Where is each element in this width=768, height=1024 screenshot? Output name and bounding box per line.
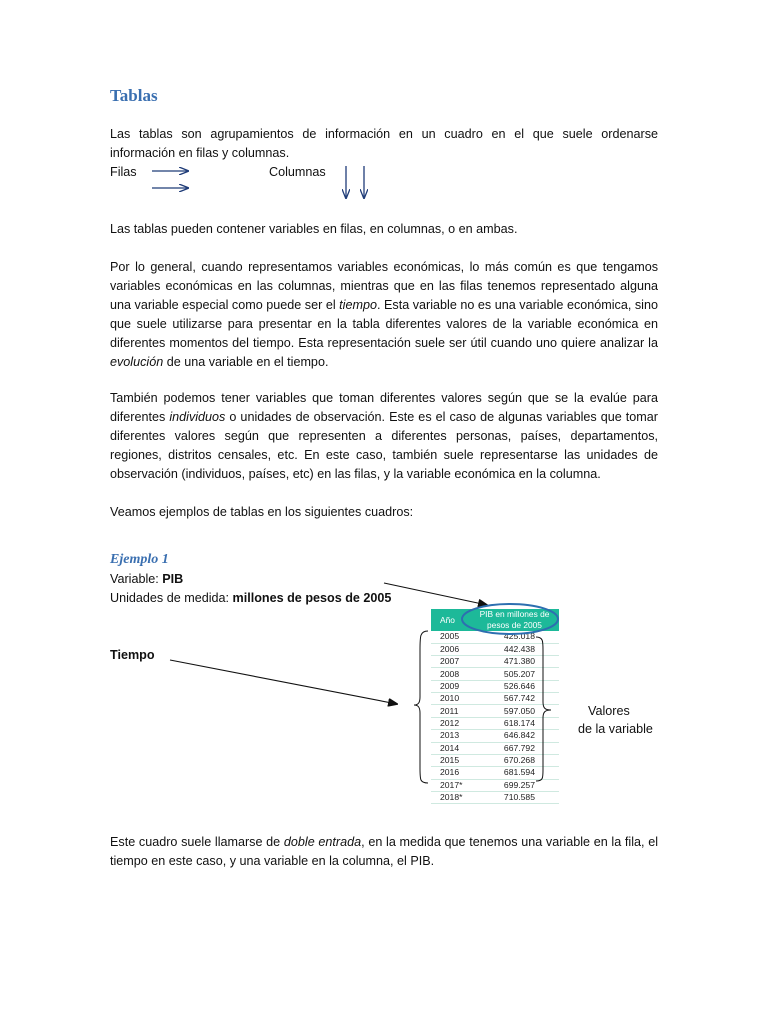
table-row: 2015 670.268 [431, 754, 559, 766]
paragraph-ejemplos: Veamos ejemplos de tablas en los siguientes cuadros: [110, 505, 414, 519]
table-row: 2018* 710.585 [431, 791, 559, 803]
column-highlight-ellipse [462, 604, 558, 634]
columnas-label: Columnas [269, 165, 326, 179]
years-bracket-icon [414, 631, 428, 783]
table-row: 2011 597.050 [431, 705, 559, 717]
table-row: 2012 618.174 [431, 717, 559, 729]
values-bracket-icon [536, 637, 551, 781]
filas-label: Filas [110, 165, 137, 179]
filas-arrows-icon [152, 171, 188, 188]
table-header-value: PIB en millones de pesos de 2005 [470, 609, 559, 631]
table-row: 2017* 699.257 [431, 779, 559, 791]
paragraph-variables: Las tablas pueden contener variables en filas, en columnas, o en ambas. [110, 222, 518, 236]
table-row: 2007 471.380 [431, 656, 559, 668]
ejemplo-heading: Ejemplo 1 [110, 552, 169, 567]
closing-paragraph: Este cuadro suele llamarse de doble entrada, en la medida que tenemos una variable en la fila, el tiempo en este caso, y una variable en la columna, el PIB. [110, 835, 659, 868]
table-header-year: Año [431, 609, 470, 631]
valores-label-line1: Valores [588, 704, 630, 718]
table-row: 2010 567.742 [431, 693, 559, 705]
table-row: 2013 646.842 [431, 730, 559, 742]
table-row: 2014 667.792 [431, 742, 559, 754]
table-row: 2006 442.438 [431, 643, 559, 655]
table-row: 2005 425.018 [431, 631, 559, 643]
unidades-line: Unidades de medida: millones de pesos de 2005 [110, 591, 392, 605]
table-row: 2009 526.646 [431, 680, 559, 692]
unidades-arrow-icon [384, 583, 487, 605]
variable-line: Variable: PIB [110, 572, 184, 586]
tiempo-label: Tiempo [110, 648, 155, 662]
page-title: Tablas [110, 86, 158, 105]
table-row: 2016 681.594 [431, 767, 559, 779]
paragraph-individuos: También podemos tener variables que toman diferentes valores según que se la evalúe para diferentes individuos o unidades de observación. Este es el caso de algunas variables que tomar diferentes valores según que representen a diferentes personas, países, departamentos, regiones, distritos censales, etc. En este caso, también suele representarse las unidades de observación (individuos, países, etc) en las filas, y la variable económica en la columna. [110, 391, 658, 481]
columnas-arrows-icon [346, 166, 364, 198]
intro-paragraph: Las tablas son agrupamientos de información en un cuadro en el que suele ordenarse información en filas y columnas. [110, 127, 658, 160]
tiempo-arrow-icon [170, 660, 397, 704]
valores-label-line2: de la variable [578, 722, 653, 736]
paragraph-tiempo: Por lo general, cuando representamos variables económicas, lo más común es que tengamos variables económicas en las columnas, mientras que en las filas tenemos representado alguna una variable especial como puede ser el tiempo. Esta variable no es una variable económica, sino que suele utilizarse para presentar en la tabla diferentes valores de la variable económica en diferentes momentos del tiempo. Esta representación suele ser útil cuando uno quiere analizar la evolución de una variable en el tiempo. [110, 260, 658, 369]
table-row: 2008 505.207 [431, 668, 559, 680]
